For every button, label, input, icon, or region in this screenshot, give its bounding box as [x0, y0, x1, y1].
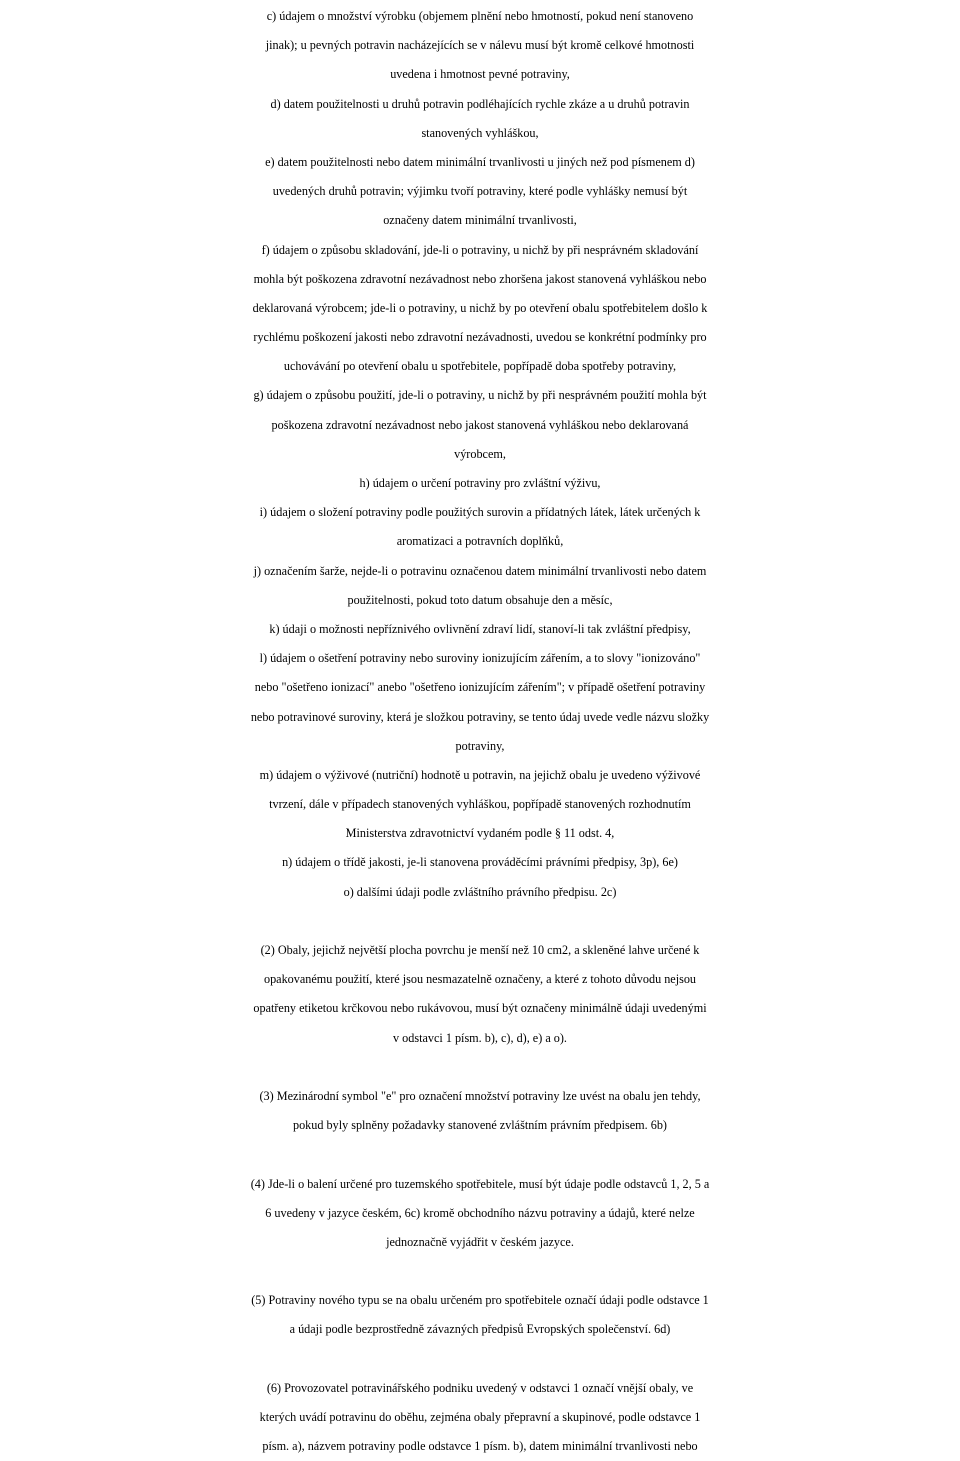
text-line: opatřeny etiketou krčkovou nebo rukávovou, musí být označeny minimálně údaji uvedenými	[253, 1001, 707, 1016]
paragraph-gap	[0, 1345, 960, 1374]
text-line: aromatizaci a potravních doplňků,	[396, 534, 564, 549]
text-line: jinak); u pevných potravin nacházejících se v nálevu musí být kromě celkové hmotnosti	[265, 38, 695, 53]
text-line: e) datem použitelnosti nebo datem minimální trvanlivosti u jiných než pod písmenem d)	[265, 154, 695, 169]
list-item-f	[0, 236, 960, 382]
text-line: (4) Jde-li o balení určené pro tuzemského spotřebitele, musí být údaje podle odstavců 1, 2, 5 a	[250, 1176, 710, 1191]
paragraph-gap	[0, 907, 960, 936]
text-line: i) údajem o složení potraviny podle použitých surovin a přídatných látek, látek určených k	[259, 505, 701, 520]
list-item-i	[0, 498, 960, 556]
text-line: jednoznačně vyjádřit v českém jazyce.	[386, 1234, 574, 1249]
text-line: rychlému poškození jakosti nebo zdravotní nezávadnosti, uvedou se konkrétní podmínky pro	[253, 330, 707, 345]
text-line: uchovávání po otevření obalu u spotřebitele, popřípadě doba spotřeby potraviny,	[283, 359, 677, 374]
text-line: stanovených vyhláškou,	[421, 125, 539, 140]
paragraph-gap	[0, 1140, 960, 1169]
text-line: o) dalšími údaji podle zvláštního právního předpisu. 2c)	[343, 884, 617, 899]
paragraph-6	[0, 1374, 960, 1461]
text-line: potraviny,	[455, 738, 505, 753]
text-line: m) údajem o výživové (nutriční) hodnotě u potravin, na jejichž obalu je uvedeno výživové	[259, 767, 701, 782]
list-item-n	[0, 848, 960, 877]
text-line: k) údaji o možnosti nepříznivého ovlivnění zdraví lidí, stanoví-li tak zvláštní předpisy,	[269, 621, 691, 636]
text-line: nebo "ošetřeno ionizací" anebo "ošetřeno ionizujícím zářením"; v případě ošetření potraviny	[254, 680, 706, 695]
text-line: deklarovaná výrobcem; jde-li o potraviny, u nichž by po otevření obalu spotřebitelem došlo k	[252, 300, 708, 315]
list-item-j	[0, 557, 960, 615]
paragraph-gap	[0, 1053, 960, 1082]
list-item-e	[0, 148, 960, 236]
text-line: výrobcem,	[454, 446, 506, 461]
text-line: mohla být poškozena zdravotní nezávadnost nebo zhoršena jakost stanovená vyhláškou nebo	[253, 271, 707, 286]
text-line: h) údajem o určení potraviny pro zvláštní výživu,	[359, 476, 601, 490]
text-line: označeny datem minimální trvanlivosti,	[383, 213, 577, 228]
text-line: g) údajem o způsobu použití, jde-li o potraviny, u nichž by při nesprávném použití mohla být	[253, 388, 707, 403]
list-item-o	[0, 878, 960, 907]
document-page	[0, 2, 960, 1461]
text-line: pokud byly splněny požadavky stanovené zvláštním právním předpisem. 6b)	[292, 1118, 667, 1133]
text-line: 6 uvedeny v jazyce českém, 6c) kromě obchodního názvu potraviny a údajů, které nelze	[265, 1205, 695, 1220]
text-line: v odstavci 1 písm. b), c), d), e) a o).	[393, 1030, 567, 1045]
text-line: j) označením šarže, nejde-li o potravinu označenou datem minimální trvanlivosti nebo datem	[253, 563, 707, 578]
paragraph-2	[0, 936, 960, 1053]
text-line: c) údajem o množství výrobku (objemem plnění nebo hmotností, pokud není stanoveno	[266, 9, 694, 23]
paragraph-3	[0, 1082, 960, 1140]
text-line: písm. a), názvem potraviny podle odstavce 1 písm. b), datem minimální trvanlivosti nebo	[262, 1439, 698, 1454]
text-line: tvrzení, dále v případech stanovených vyhláškou, popřípadě stanovených rozhodnutím	[269, 797, 691, 812]
text-line: použitelnosti, pokud toto datum obsahuje den a měsíc,	[347, 592, 613, 607]
text-line: (2) Obaly, jejichž největší plocha povrchu je menší než 10 cm2, a skleněné lahve určené k	[260, 943, 700, 957]
text-line: f) údajem o způsobu skladování, jde-li o potraviny, u nichž by při nesprávném skladování	[261, 242, 699, 257]
text-line: (3) Mezinárodní symbol "e" pro označení množství potraviny lze uvést na obalu jen tehdy,	[259, 1088, 701, 1103]
list-item-c	[0, 2, 960, 90]
text-line: (5) Potraviny nového typu se na obalu určeném pro spotřebitele označí údaji podle odstavce 1	[251, 1293, 709, 1308]
text-line: nebo potravinové suroviny, která je složkou potraviny, se tento údaj uvede vedle názvu složky	[250, 709, 710, 724]
paragraph-4	[0, 1170, 960, 1258]
text-line: kterých uvádí potravinu do oběhu, zejména obaly přepravní a skupinové, podle odstavce 1	[259, 1410, 701, 1424]
text-line: uvedených druhů potravin; výjimku tvoří potraviny, které podle vyhlášky nemusí být	[272, 184, 688, 199]
text-line: a údaji podle bezprostředně závazných předpisů Evropských společenství. 6d)	[289, 1322, 671, 1337]
paragraph-5	[0, 1286, 960, 1344]
list-item-h	[0, 469, 960, 498]
list-item-g	[0, 381, 960, 469]
text-line: d) datem použitelnosti u druhů potravin podléhajících rychle zkáze a u druhů potravin	[270, 96, 690, 111]
text-line: opakovanému použití, které jsou nesmazatelně označeny, a které z tohoto důvodu nejsou	[263, 972, 697, 987]
list-item-k	[0, 615, 960, 644]
list-item-m	[0, 761, 960, 849]
text-line: Ministerstva zdravotnictví vydaném podle § 11 odst. 4,	[345, 826, 615, 841]
list-item-d	[0, 90, 960, 148]
text-line: uvedena i hmotnost pevné potraviny,	[390, 67, 570, 82]
text-line: (6) Provozovatel potravinářského podniku uvedený v odstavci 1 označí vnější obaly, ve	[266, 1380, 694, 1395]
text-line: poškozena zdravotní nezávadnost nebo jakost stanovená vyhláškou nebo deklarovaná	[271, 417, 689, 432]
text-line: l) údajem o ošetření potraviny nebo suroviny ionizujícím zářením, a to slovy "ionizováno"	[259, 651, 701, 666]
paragraph-gap	[0, 1257, 960, 1286]
text-line: n) údajem o třídě jakosti, je-li stanovena prováděcími právními předpisy, 3p), 6e)	[282, 855, 678, 870]
list-item-l	[0, 644, 960, 761]
